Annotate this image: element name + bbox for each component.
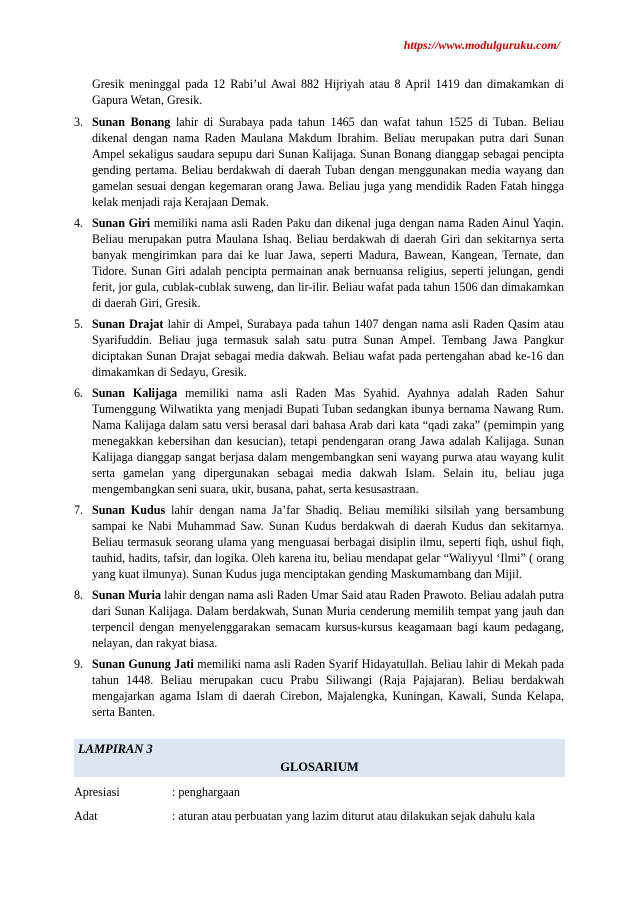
wali-name: Sunan Gunung Jati: [92, 657, 194, 671]
list-number: 6.: [74, 386, 84, 400]
glosarium-title: GLOSARIUM: [280, 760, 359, 774]
list-item: [74, 656, 564, 720]
list-number: 9.: [74, 657, 84, 671]
wali-name: Sunan Bonang: [92, 115, 171, 129]
wali-name: Sunan Kalijaga: [92, 386, 178, 400]
wali-name: Sunan Giri: [92, 216, 151, 230]
list-item: [74, 114, 564, 210]
glossary-table: [74, 784, 565, 832]
list-number: 5.: [74, 317, 84, 331]
glossary-term: Adat: [74, 809, 98, 823]
wali-description: lahir di Ampel, Surabaya pada tahun 1407 dengan nama asli Raden Qasim atau Syarifuddin. Beliau juga termasuk salah satu putra Sunan Ampel. Tembang Jawa Pangkur diciptakan Sunan Drajat sebagai media dakwah. Beliau wafat pada pertengahan abad ke-16 dan dimakamkan di Sedayu, Gresik.: [92, 317, 564, 379]
list-item: [74, 316, 564, 380]
glossary-term: Apresiasi: [74, 785, 120, 799]
wali-list: [74, 114, 564, 720]
list-number: 8.: [74, 588, 84, 602]
list-number: 7.: [74, 503, 84, 517]
list-number: 3.: [74, 115, 84, 129]
glossary-row: [74, 808, 565, 824]
glossary-definition: : penghargaan: [172, 785, 240, 799]
glossary-row: [74, 784, 565, 800]
wali-name: Sunan Muria: [92, 588, 161, 602]
wali-description: memiliki nama asli Raden Paku dan dikenal juga dengan nama Raden Ainul Yaqin. Beliau merupakan putra Maulana Ishaq. Beliau berdakwah di daerah Giri dan sekitarnya serta banyak mengirimkan para dai ke luar Jawa, seperti Madura, Bawean, Kangean, Ternate, dan Tidore. Sunan Giri adalah pencipta permainan anak bernuansa religius, seperti jelungan, gendi ferit, jor gula, cublak-cublak suweng, dan lir-ilir. Beliau wafat pada tahun 1506 dan dimakamkan di daerah Giri, Gresik.: [92, 216, 564, 310]
wali-description: lahir dengan nama Ja’far Shadiq. Beliau memiliki silsilah yang bersambung sampai ke Nabi Muhammad Saw. Sunan Kudus berdakwah di daerah Kudus dan sekitarnya. Beliau termasuk seorang ulama yang menguasai berbagai disiplin ilmu, seperti fiqh, ushul fiqh, tauhid, hadits, tafsir, dan logika. Oleh karena itu, beliau mendapat gelar “Waliyyul ‘Ilmi” ( orang yang kuat ilmunya). Sunan Kudus juga menciptakan gending Maskumambang dan Mijil.: [92, 503, 564, 581]
wali-description: lahir di Surabaya pada tahun 1465 dan wafat tahun 1525 di Tuban. Beliau dikenal dengan nama Raden Maulana Makdum Ibrahim. Beliau merupakan putra dari Sunan Ampel sekaligus saudara sepupu dari Sunan Kalijaga. Sunan Bonang dianggap sebagai pencipta gending pertama. Beliau berdakwah di daerah Tuban dengan menggunakan media wayang dan gamelan sesuai dengan kegemaran orang Jawa. Beliau juga yang mendidik Raden Fatah hingga kelak menjadi raja Kerajaan Demak.: [92, 115, 564, 209]
header-url-link[interactable]: https://www.modulguruku.com/: [403, 38, 560, 52]
list-number: 4.: [74, 216, 84, 230]
glossary-definition: : aturan atau perbuatan yang lazim diturut atau dilakukan sejak dahulu kala: [172, 809, 536, 823]
list-item: [74, 385, 564, 497]
wali-description: memiliki nama asli Raden Syarif Hidayatullah. Beliau lahir di Mekah pada tahun 1448. Beliau merupakan cucu Prabu Siliwangi (Raja Pajajaran). Beliau berdakwah mengajarkan agama Islam di daerah Cirebon, Majalengka, Kuningan, Kawali, Sunda Kelapa, serta Banten.: [92, 657, 564, 719]
list-item: [74, 587, 564, 651]
wali-name: Sunan Kudus: [92, 503, 166, 517]
list-item: [74, 215, 564, 311]
lampiran-header: [74, 739, 565, 777]
lampiran-label: LAMPIRAN 3: [78, 742, 153, 756]
document-body: [74, 76, 564, 725]
wali-name: Sunan Drajat: [92, 317, 164, 331]
list-item: [74, 502, 564, 582]
wali-description: lahir dengan nama asli Raden Umar Said atau Raden Prawoto. Beliau adalah putra dari Sunan Kalijaga. Dalam berdakwah, Sunan Muria cenderung memilih tempat yang jauh dan terpencil dengan menyelenggarakan semacam kursus-kursus keagamaan bagi kaum pedagang, nelayan, dan rakyat biasa.: [92, 588, 564, 650]
wali-description: memiliki nama asli Raden Mas Syahid. Ayahnya adalah Raden Sahur Tumenggung Wilwatikta yang menjadi Bupati Tuban sedangkan ibunya bernama Nawang Rum. Nama Kalijaga dalam satu versi berasal dari bahasa Arab dari kata “qadi zaka” (pemimpin yang menegakkan kebersihan dan kesucian), tetapi pendengaran orang Jawa adalah Kalijaga. Sunan Kalijaga dianggap sangat berjasa dalam mengembangkan seni wayang purwa atau wayang kulit serta gamelan yang dipergunakan sebagai media dakwah Islam. Selain itu, beliau juga mengembangkan seni suara, ukir, busana, pahat, serta kesusastraan.: [92, 386, 564, 496]
continuation-paragraph: Gresik meninggal pada 12 Rabi’ul Awal 882 Hijriyah atau 8 April 1419 dan dimakamkan di Gapura Wetan, Gresik.: [92, 77, 564, 107]
